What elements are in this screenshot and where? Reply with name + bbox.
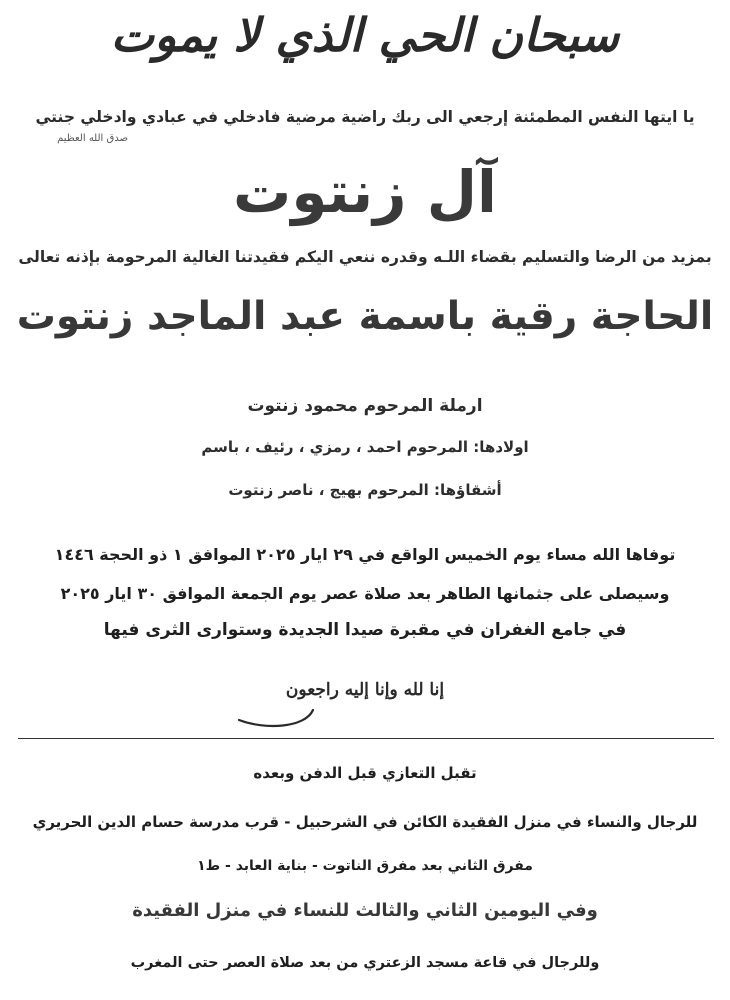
widow-of-line: ارملة المرحوم محمود زنتوت (247, 396, 483, 416)
family-name-title: آل زنتوت (233, 158, 497, 226)
burial-place-line: في جامع الغفران في مقبرة صيدا الجديدة وستوارى الثرى فيها (103, 620, 627, 640)
children-line: اولادها: المرحوم احمد ، رمزي ، رئيف ، باسم (201, 438, 529, 456)
condolences-address: مفرق الثاني بعد مفرق الناتوت - بناية العابد - ط١ (197, 858, 533, 874)
announcement-intro: بمزيد من الرضا والتسليم بقضاء اللـه وقدره ننعي اليكم فقيدتنا الغالية المرحومة بإذنه تعالى (18, 248, 712, 266)
condolences-women-days: وفي اليومين الثاني والثالث للنساء في منزل الفقيدة (132, 900, 598, 921)
siblings-line: أشقاؤها: المرحوم بهيج ، ناصر زنتوت (228, 481, 502, 499)
funeral-prayer-line: وسيصلى على جثمانها الطاهر بعد صلاة عصر يوم الجمعة الموافق ٣٠ ايار ٢٠٢٥ (60, 584, 670, 603)
condolences-men-hall: وللرجال في قاعة مسجد الزعتري من بعد صلاة العصر حتى المغرب (130, 955, 600, 971)
quran-verse: يا ايتها النفس المطمئنة إرجعي الى ربك راضية مرضية فادخلي في عبادي وادخلي جنتي (35, 108, 695, 126)
verse-attribution: صدق الله العظيم (57, 133, 128, 144)
condolences-title: تقبل التعازي قبل الدفن وبعده (253, 764, 477, 782)
condolences-location: للرجال والنساء في منزل الفقيدة الكائن في الشرحبيل - قرب مدرسة حسام الدين الحريري (32, 813, 698, 831)
closing-verse: إنا لله وإنا إليه راجعون (285, 680, 445, 700)
calligraphy-swash-decoration (235, 706, 315, 730)
deceased-name: الحاجة رقية باسمة عبد الماجد زنتوت (16, 294, 714, 339)
section-divider (18, 738, 714, 739)
death-date-line: توفاها الله مساء يوم الخميس الواقع في ٢٩ ايار ٢٠٢٥ الموافق ١ ذو الحجة ١٤٤٦ (54, 545, 676, 564)
calligraphy-header: سبحان الحي الذي لا يموت (110, 8, 620, 62)
